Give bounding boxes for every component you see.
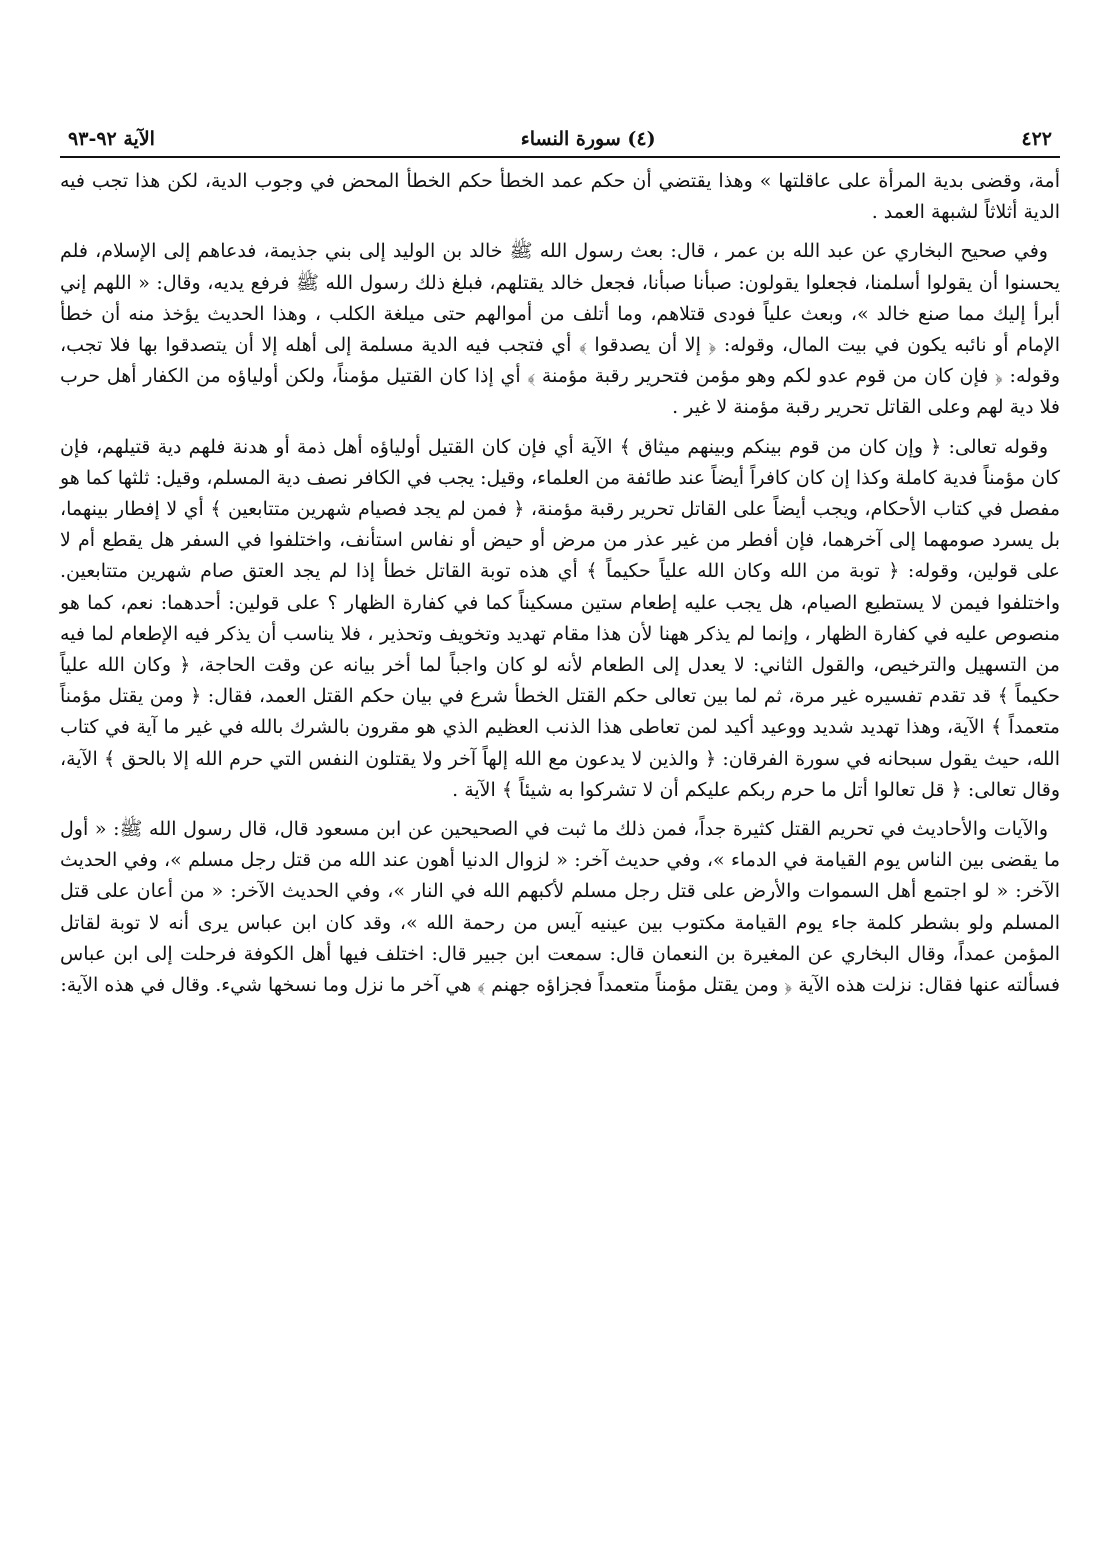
paragraph: والآيات والأحاديث في تحريم القتل كثيرة جداً، فمن ذلك ما ثبت في الصحيحين عن ابن مسعود قال، قال رسول الله ﷺ: « أول ما يقضى بين الناس يوم القيامة في الدماء »، وفي حديث آخر: « لزوال الدنيا أهون عند الله من قتل رجل مسلم »، وفي الحديث الآخر: « لو اجتمع أهل السموات والأرض على قتل رجل مسلم لأكبهم الله في النار »، وفي الحديث الآخر: « من أعان على قتل المسلم ولو بشطر كلمة جاء يوم القيامة مكتوب بين عينيه آيس من رحمة الله »، وقد كان ابن عباس يرى أنه لا توبة لقاتل المؤمن عمداً، وقال البخاري عن المغيرة بن النعمان قال: سمعت ابن جبير قال: اختلف فيها أهل الكوفة فرحلت إلى ابن عباس فسألته عنها فقال: نزلت هذه الآية ﴿ ومن يقتل مؤمناً متعمداً فجزاؤه جهنم ﴾ هي آخر ما نزل وما نسخها شيء. وقال في هذه الآية: <box>60 818 1060 997</box>
paragraph: وفي صحيح البخاري عن عبد الله بن عمر ، قال: بعث رسول الله ﷺ خالد بن الوليد إلى بني جذيمة، فدعاهم إلى الإسلام، فلم يحسنوا أن يقولوا أسلمنا، فجعلوا يقولون: صبأنا صبأنا، فجعل خالد يقتلهم، فبلغ ذلك رسول الله ﷺ فرفع يديه، وقال: « اللهم إني أبرأ إليك مما صنع خالد »، وبعث علياً فودى قتلاهم، وما أتلف من أموالهم حتى ميلغة الكلب ، وهذا الحديث يؤخذ منه أن خطأ الإمام أو نائبه يكون في بيت المال، وقوله: ﴿ إلا أن يصدقوا ﴾ أي فتجب فيه الدية مسلمة إلى أهله إلا أن يتصدقوا بها فلا تجب، وقوله: ﴿ فإن كان من قوم عدو لكم وهو مؤمن فتحرير رقبة مؤمنة ﴾ أي إذا كان القتيل مؤمناً، ولكن أولياؤه من الكفار أهل حرب فلا دية لهم وعلى القاتل تحرير رقبة مؤمنة لا غير . <box>60 240 1060 419</box>
page-body <box>60 166 1060 1001</box>
paragraph: وقوله تعالى: ﴿ وإن كان من قوم بينكم وبينهم ميثاق ﴾ الآية أي فإن كان القتيل أولياؤه أهل ذمة أو هدنة فلهم دية قتيلهم، فإن كان مؤمناً فدية كاملة وكذا إن كان كافراً أيضاً عند طائفة من العلماء، وقيل: يجب في الكافر نصف دية المسلم، وقيل: ثلثها كما هو مفصل في كتاب الأحكام، ويجب أيضاً على القاتل تحرير رقبة مؤمنة، ﴿ فمن لم يجد فصيام شهرين متتابعين ﴾ أي لا إفطار بينهما، بل يسرد صومهما إلى آخرهما، فإن أفطر من غير عذر من مرض أو حيض أو نفاس استأنف، واختلفوا في السفر هل يقطع أم لا على قولين، وقوله: ﴿ توبة من الله وكان الله علياً حكيماً ﴾ أي هذه توبة القاتل خطأ إذا لم يجد العتق صام شهرين متتابعين. واختلفوا فيمن لا يستطيع الصيام، هل يجب عليه إطعام ستين مسكيناً كما في كفارة الظهار ؟ على قولين: أحدهما: نعم، كما هو منصوص عليه في كفارة الظهار ، وإنما لم يذكر ههنا لأن هذا مقام تهديد وتخويف وتحذير ، فلا يناسب أن يذكر فيه الإطعام لما فيه من التسهيل والترخيص، والقول الثاني: لا يعدل إلى الطعام لأنه لو كان واجباً لما أخر بيانه عن وقت الحاجة، ﴿ وكان الله علياً حكيماً ﴾ قد تقدم تفسيره غير مرة، ثم لما بين تعالى حكم القتل الخطأ شرع في بيان حكم القتل العمد، فقال: ﴿ ومن يقتل مؤمناً متعمداً ﴾ الآية، وهذا تهديد شديد ووعيد أكيد لمن تعاطى هذا الذنب العظيم الذي هو مقرون بالشرك بالله في غير ما آية في كتاب الله، حيث يقول سبحانه في سورة الفرقان: ﴿ والذين لا يدعون مع الله إلهاً آخر ولا يقتلون النفس التي حرم الله إلا بالحق ﴾ الآية، وقال تعالى: ﴿ قل تعالوا أتل ما حرم ربكم عليكم أن لا تشركوا به شيئاً ﴾ الآية . <box>59 435 1060 801</box>
ayah-range: الآية ٩٢-٩٣ <box>68 128 155 150</box>
book-page <box>60 128 1060 1009</box>
paragraph: أمة، وقضى بدية المرأة على عاقلتها » وهذا يقتضي أن حكم عمد الخطأ حكم الخطأ المحض في وجوب الدية، لكن هذا تجب فيه الدية أثلاثاً لشبهة العمد . <box>60 170 1060 224</box>
page-header <box>60 128 1060 158</box>
page-number: ٤٢٢ <box>1021 128 1052 150</box>
surah-title: (٤) سورة النساء <box>520 128 656 150</box>
